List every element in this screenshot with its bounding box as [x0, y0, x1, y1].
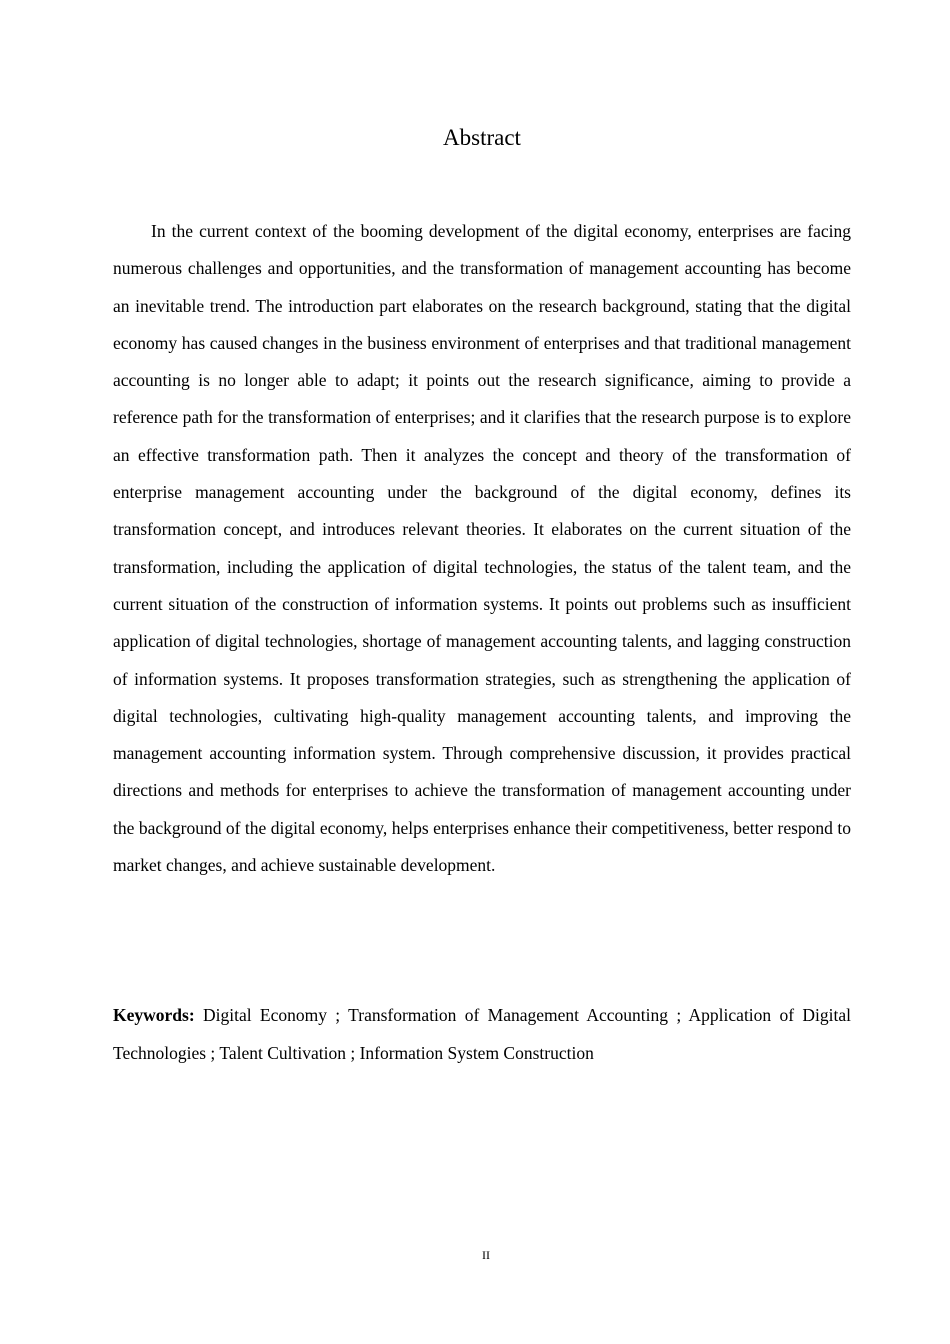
keywords-paragraph — [113, 997, 851, 1072]
keywords-list: Digital Economy ; Transformation of Management Accounting ; Application of Digital Technologies ; Talent Cultivation ; Information System Construction — [113, 1005, 851, 1063]
page-number: II — [482, 1248, 490, 1262]
abstract-body: In the current context of the booming development of the digital economy, enterprises are facing numerous challenges and opportunities, and the transformation of management accounting has become an inevitable trend. The introduction part elaborates on the research background, stating that the digital economy has caused changes in the business environment of enterprises and that traditional management accounting is no longer able to adapt; it points out the research significance, aiming to provide a reference path for the transformation of enterprises; and it clarifies that the research purpose is to explore an effective transformation path. Then it analyzes the concept and theory of the transformation of enterprise management accounting under the background of the digital economy, defines its transformation concept, and introduces relevant theories. It elaborates on the current situation of the transformation, including the application of digital technologies, the status of the talent team, and the current situation of the construction of information systems. It points out problems such as insufficient application of digital technologies, shortage of management accounting talents, and lagging construction of information systems. It proposes transformation strategies, such as strengthening the application of digital technologies, cultivating high-quality management accounting talents, and improving the management accounting information system. Through comprehensive discussion, it provides practical directions and methods for enterprises to achieve the transformation of management accounting under the background of the digital economy, helps enterprises enhance their competitiveness, better respond to market changes, and achieve sustainable development. — [113, 221, 851, 876]
abstract-title: Abstract — [443, 125, 521, 150]
keywords-label: Keywords: — [113, 1005, 195, 1025]
